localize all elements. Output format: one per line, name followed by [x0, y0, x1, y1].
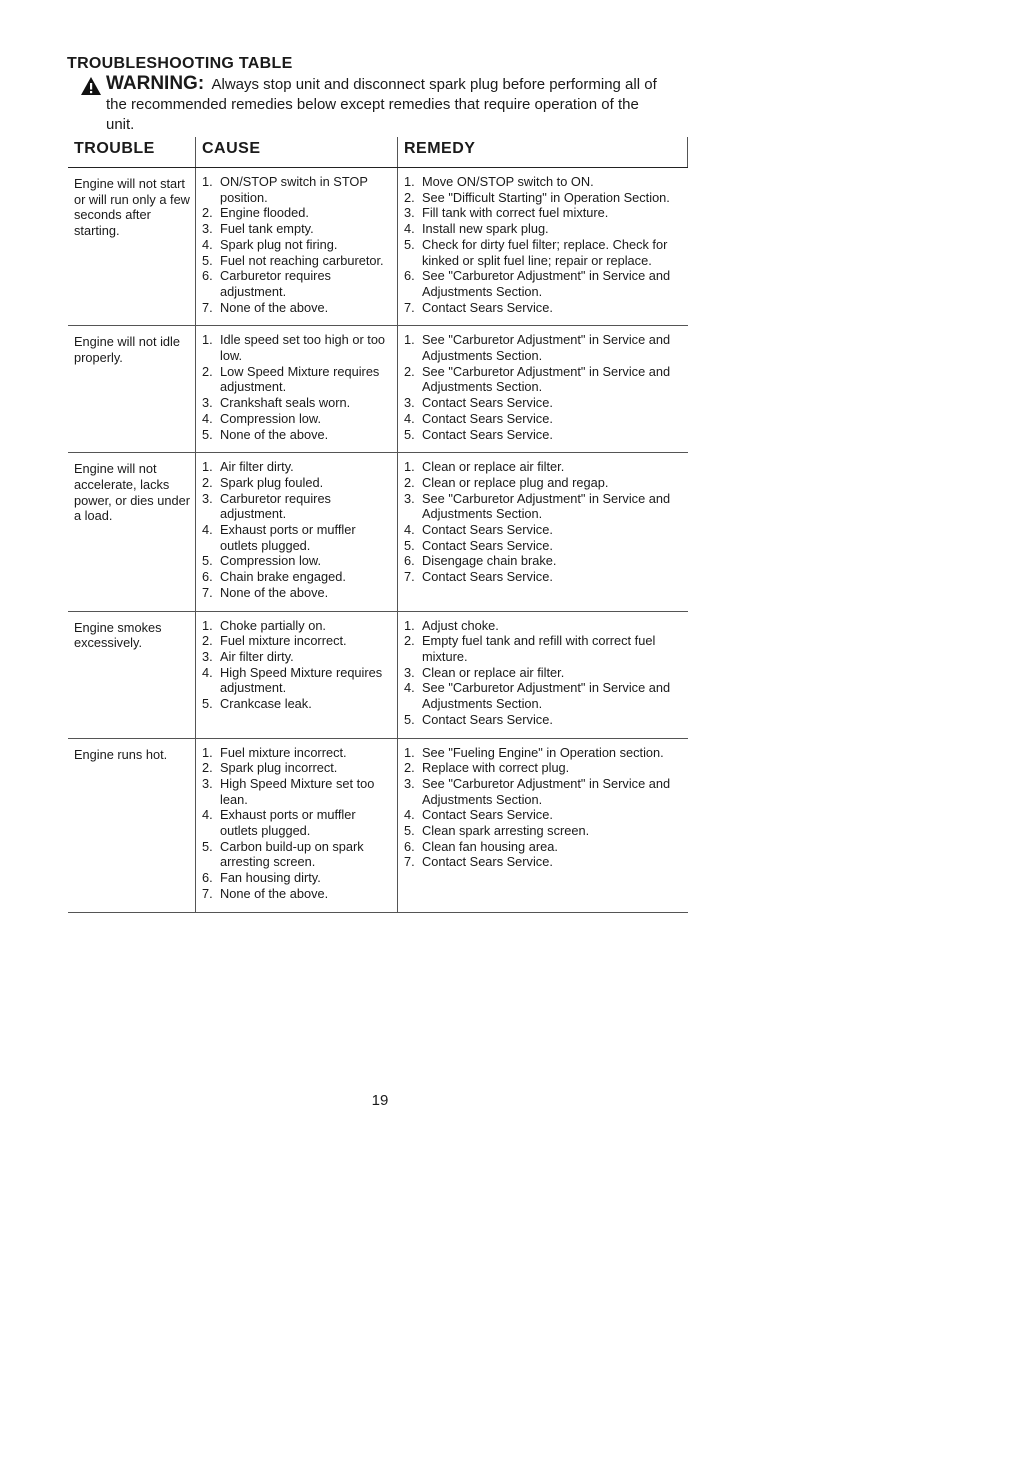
remedy-item: [404, 332, 684, 363]
remedy-text: Clean fan housing area.: [422, 838, 558, 854]
remedy-number: 5.: [404, 426, 415, 442]
cause-item: [202, 332, 393, 363]
cause-text: None of the above.: [220, 299, 329, 315]
trouble-cell: [68, 611, 196, 738]
trouble-text: Engine runs hot.: [74, 746, 168, 762]
remedy-text: Move ON/STOP switch to ON.: [422, 174, 594, 189]
remedy-item: [404, 680, 684, 711]
cause-number: 7.: [202, 584, 213, 600]
remedy-text: Contact Sears Service.: [422, 854, 553, 870]
cause-item: [202, 745, 393, 761]
table-row: [68, 168, 688, 326]
remedy-item: [404, 618, 684, 634]
cause-item: [202, 174, 393, 205]
cause-item: [202, 205, 393, 221]
remedy-text: Contact Sears Service.: [422, 537, 553, 553]
cause-item: [202, 268, 393, 299]
cause-text: Exhaust ports or muffler outlets plugged.: [220, 522, 356, 553]
remedy-item: [404, 427, 684, 443]
remedy-number: 4.: [404, 221, 415, 237]
cause-text: Fuel tank empty.: [220, 221, 314, 237]
remedy-number: 3.: [404, 775, 415, 791]
remedy-item: [404, 174, 684, 190]
trouble-text: Engine will not accelerate, lacks power, or dies under a load.: [74, 461, 190, 524]
warning-label: WARNING:: [106, 73, 205, 94]
cause-number: 4.: [202, 236, 213, 252]
remedy-number: 2.: [404, 760, 415, 776]
cause-text: Spark plug not firing.: [220, 236, 338, 252]
remedy-list: [404, 618, 684, 728]
remedy-number: 7.: [404, 854, 415, 870]
cause-item: [202, 427, 393, 443]
cause-number: 5.: [202, 838, 213, 854]
remedy-list: [404, 174, 684, 315]
cause-item: [202, 807, 393, 838]
cause-number: 4.: [202, 522, 213, 538]
cause-text: None of the above.: [220, 885, 329, 901]
remedy-text: See "Carburetor Adjustment" in Service and Adjustments Section.: [422, 775, 671, 807]
remedy-number: 3.: [404, 490, 415, 506]
cause-number: 2.: [202, 474, 213, 490]
cause-number: 1.: [202, 617, 213, 633]
cause-number: 1.: [202, 174, 213, 189]
remedy-item: [404, 221, 684, 237]
cause-text: ON/STOP switch in STOP position.: [220, 174, 368, 205]
trouble-text: Engine will not idle properly.: [74, 334, 180, 366]
remedy-number: 4.: [404, 807, 415, 823]
remedy-number: 5.: [404, 711, 415, 727]
cause-text: Engine flooded.: [220, 205, 309, 221]
cause-text: Compression low.: [220, 410, 321, 426]
trouble-text: Engine will not start or will run only a few seconds after starting.: [74, 176, 190, 239]
cause-item: [202, 633, 393, 649]
remedy-text: Adjust choke.: [422, 617, 499, 633]
remedy-text: Disengage chain brake.: [422, 553, 557, 569]
remedy-number: 5.: [404, 537, 415, 553]
cause-text: Crankshaft seals worn.: [220, 395, 351, 411]
remedy-text: Contact Sears Service.: [422, 522, 553, 538]
remedy-number: 4.: [404, 522, 415, 538]
remedy-text: Clean or replace air filter.: [422, 664, 565, 680]
troubleshooting-table: [68, 137, 688, 913]
remedy-text: Contact Sears Service.: [422, 395, 553, 411]
cause-number: 1.: [202, 459, 213, 475]
remedy-text: Replace with correct plug.: [422, 760, 570, 776]
remedy-text: See "Carburetor Adjustment" in Service and Adjustments Section.: [422, 680, 671, 712]
remedy-item: [404, 760, 684, 776]
cause-item: [202, 649, 393, 665]
remedy-text: Fill tank with correct fuel mixture.: [422, 205, 609, 221]
cause-item: [202, 237, 393, 253]
remedy-number: 6.: [404, 553, 415, 569]
remedy-number: 1.: [404, 744, 415, 760]
remedy-item: [404, 854, 684, 870]
cause-number: 4.: [202, 664, 213, 680]
remedy-text: See "Carburetor Adjustment" in Service and Adjustments Section.: [422, 363, 671, 395]
cause-number: 3.: [202, 648, 213, 664]
remedy-text: Contact Sears Service.: [422, 426, 553, 442]
remedy-item: [404, 569, 684, 585]
cause-text: Carburetor requires adjustment.: [220, 268, 331, 299]
remedy-number: 7.: [404, 299, 415, 315]
cause-item: [202, 364, 393, 395]
remedy-item: [404, 190, 684, 206]
cause-item: [202, 411, 393, 427]
remedy-item: [404, 745, 684, 761]
cause-number: 5.: [202, 553, 213, 569]
remedy-item: [404, 823, 684, 839]
cause-number: 4.: [202, 410, 213, 426]
cause-text: Carburetor requires adjustment.: [220, 490, 331, 522]
remedy-text: Install new spark plug.: [422, 221, 549, 237]
remedy-text: Clean or replace plug and regap.: [422, 474, 609, 490]
cause-item: [202, 459, 393, 475]
remedy-number: 4.: [404, 410, 415, 426]
remedy-text: Clean or replace air filter.: [422, 459, 565, 475]
cause-number: 1.: [202, 744, 213, 760]
cause-text: Fan housing dirty.: [220, 870, 321, 886]
cause-text: Compression low.: [220, 553, 321, 569]
remedy-cell: [398, 738, 688, 912]
cause-text: High Speed Mixture set too lean.: [220, 775, 375, 807]
cause-item: [202, 776, 393, 807]
warning-triangle-icon: [80, 76, 102, 96]
cause-text: Air filter dirty.: [220, 459, 294, 475]
cause-item: [202, 253, 393, 269]
remedy-text: See "Difficult Starting" in Operation Section.: [422, 189, 670, 205]
cause-text: Fuel mixture incorrect.: [220, 744, 347, 760]
remedy-number: 7.: [404, 569, 415, 585]
remedy-text: See "Fueling Engine" in Operation section.: [422, 744, 664, 760]
table-row: [68, 738, 688, 912]
cause-number: 4.: [202, 807, 213, 823]
cause-number: 5.: [202, 696, 213, 712]
cause-cell: [196, 453, 398, 611]
cause-cell: [196, 326, 398, 453]
cause-number: 1.: [202, 332, 213, 348]
cause-item: [202, 696, 393, 712]
remedy-number: 1.: [404, 459, 415, 475]
trouble-cell: [68, 168, 196, 326]
remedy-item: [404, 491, 684, 522]
header-remedy: REMEDY: [398, 137, 688, 168]
table-row: [68, 326, 688, 453]
cause-item: [202, 665, 393, 696]
remedy-number: 3.: [404, 664, 415, 680]
cause-text: Exhaust ports or muffler outlets plugged.: [220, 807, 356, 839]
header-cause: CAUSE: [196, 137, 398, 168]
remedy-number: 3.: [404, 395, 415, 411]
cause-number: 3.: [202, 490, 213, 506]
remedy-item: [404, 712, 684, 728]
cause-text: High Speed Mixture requires adjustment.: [220, 664, 383, 696]
remedy-number: 6.: [404, 838, 415, 854]
remedy-text: See "Carburetor Adjustment" in Service and Adjustments Section.: [422, 268, 671, 299]
remedy-number: 1.: [404, 617, 415, 633]
remedy-number: 2.: [404, 189, 415, 205]
cause-text: None of the above.: [220, 426, 329, 442]
remedy-number: 1.: [404, 332, 415, 348]
cause-number: 2.: [202, 633, 213, 649]
cause-text: Idle speed set too high or too low.: [220, 332, 386, 364]
cause-item: [202, 491, 393, 522]
remedy-text: Contact Sears Service.: [422, 299, 553, 315]
remedy-text: Empty fuel tank and refill with correct fuel mixture.: [422, 633, 656, 664]
cause-item: [202, 395, 393, 411]
table-row: [68, 453, 688, 611]
remedy-item: [404, 839, 684, 855]
remedy-text: See "Carburetor Adjustment" in Service and Adjustments Section.: [422, 332, 671, 364]
remedy-number: 2.: [404, 633, 415, 649]
remedy-number: 5.: [404, 236, 415, 252]
cause-number: 7.: [202, 299, 213, 315]
cause-list: [202, 618, 393, 712]
remedy-list: [404, 459, 684, 585]
remedy-cell: [398, 611, 688, 738]
cause-text: Low Speed Mixture requires adjustment.: [220, 363, 380, 395]
cause-item: [202, 553, 393, 569]
remedy-item: [404, 364, 684, 395]
remedy-list: [404, 332, 684, 442]
remedy-text: Contact Sears Service.: [422, 569, 553, 585]
remedy-list: [404, 745, 684, 871]
remedy-cell: [398, 326, 688, 453]
cause-text: Carbon build-up on spark arresting screen.: [220, 838, 364, 870]
remedy-item: [404, 411, 684, 427]
trouble-cell: [68, 326, 196, 453]
cause-text: Choke partially on.: [220, 617, 326, 633]
cause-item: [202, 585, 393, 601]
cause-item: [202, 870, 393, 886]
cause-number: 2.: [202, 363, 213, 379]
header-trouble: TROUBLE: [68, 137, 196, 168]
remedy-number: 6.: [404, 268, 415, 284]
remedy-number: 5.: [404, 823, 415, 839]
cause-number: 3.: [202, 775, 213, 791]
remedy-item: [404, 538, 684, 554]
remedy-item: [404, 807, 684, 823]
cause-item: [202, 475, 393, 491]
remedy-number: 1.: [404, 174, 415, 189]
remedy-text: Check for dirty fuel filter; replace. Check for kinked or split fuel line; repair or replace.: [422, 236, 668, 268]
trouble-cell: [68, 453, 196, 611]
remedy-item: [404, 522, 684, 538]
remedy-item: [404, 268, 684, 299]
cause-text: Crankcase leak.: [220, 696, 312, 712]
cause-text: Spark plug incorrect.: [220, 760, 338, 776]
cause-list: [202, 459, 393, 600]
remedy-item: [404, 300, 684, 316]
remedy-number: 4.: [404, 680, 415, 696]
remedy-number: 2.: [404, 474, 415, 490]
cause-list: [202, 332, 393, 442]
remedy-cell: [398, 453, 688, 611]
cause-number: 3.: [202, 221, 213, 237]
cause-text: Fuel not reaching carburetor.: [220, 252, 384, 268]
remedy-cell: [398, 168, 688, 326]
cause-list: [202, 745, 393, 902]
cause-number: 7.: [202, 885, 213, 901]
remedy-item: [404, 633, 684, 664]
table-header-row: [68, 137, 688, 168]
remedy-text: Contact Sears Service.: [422, 410, 553, 426]
cause-item: [202, 886, 393, 902]
cause-item: [202, 760, 393, 776]
remedy-number: 3.: [404, 205, 415, 221]
cause-text: None of the above.: [220, 584, 329, 600]
table-row: [68, 611, 688, 738]
cause-number: 3.: [202, 395, 213, 411]
remedy-number: 2.: [404, 363, 415, 379]
cause-text: Fuel mixture incorrect.: [220, 633, 347, 649]
cause-text: Spark plug fouled.: [220, 474, 324, 490]
remedy-item: [404, 459, 684, 475]
table-body: [68, 168, 688, 913]
cause-list: [202, 174, 393, 315]
remedy-item: [404, 205, 684, 221]
trouble-text: Engine smokes excessively.: [74, 619, 162, 651]
cause-item: [202, 569, 393, 585]
trouble-cell: [68, 738, 196, 912]
remedy-text: See "Carburetor Adjustment" in Service and Adjustments Section.: [422, 490, 671, 522]
remedy-item: [404, 475, 684, 491]
cause-item: [202, 618, 393, 634]
remedy-text: Contact Sears Service.: [422, 807, 553, 823]
remedy-item: [404, 395, 684, 411]
cause-cell: [196, 738, 398, 912]
page-number: 19: [371, 1092, 389, 1109]
cause-number: 5.: [202, 426, 213, 442]
warning-notice: [106, 74, 666, 135]
remedy-text: Contact Sears Service.: [422, 711, 553, 727]
remedy-text: Clean spark arresting screen.: [422, 823, 590, 839]
cause-cell: [196, 168, 398, 326]
warning-text: Always stop unit and disconnect spark plug before performing all of the recommended remedies below except remedies that require operation of the unit.: [106, 76, 657, 133]
remedy-item: [404, 776, 684, 807]
cause-number: 6.: [202, 268, 213, 284]
cause-text: Chain brake engaged.: [220, 569, 346, 585]
cause-cell: [196, 611, 398, 738]
page-heading: TROUBLESHOOTING TABLE: [67, 55, 293, 72]
cause-number: 6.: [202, 870, 213, 886]
cause-number: 6.: [202, 569, 213, 585]
remedy-item: [404, 553, 684, 569]
cause-number: 2.: [202, 760, 213, 776]
cause-number: 2.: [202, 205, 213, 221]
remedy-item: [404, 237, 684, 268]
cause-item: [202, 839, 393, 870]
cause-number: 5.: [202, 252, 213, 268]
cause-text: Air filter dirty.: [220, 648, 294, 664]
remedy-item: [404, 665, 684, 681]
cause-item: [202, 300, 393, 316]
cause-item: [202, 522, 393, 553]
cause-item: [202, 221, 393, 237]
